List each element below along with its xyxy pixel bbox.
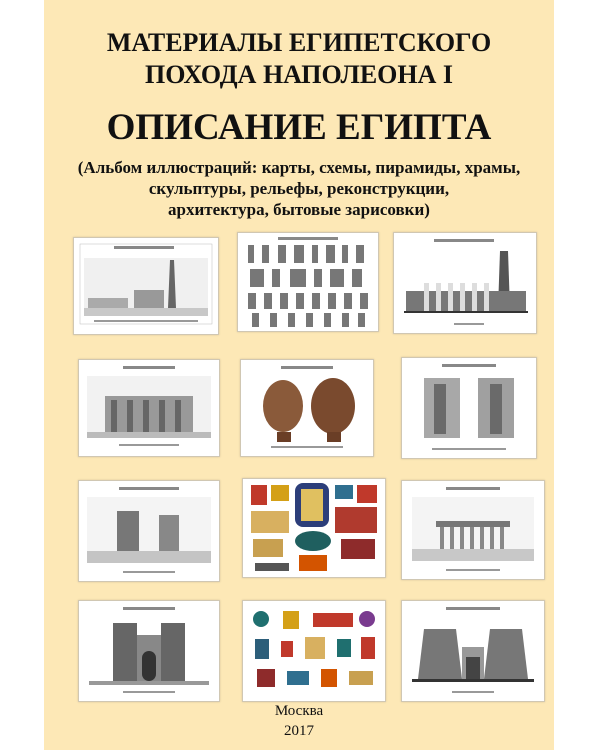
plate-obelisk-landscape — [73, 237, 219, 335]
plate-colored-artifacts — [242, 478, 386, 578]
plate-pylon-elevation — [401, 600, 545, 702]
plate-relief-figures — [401, 357, 537, 459]
plate-temple-reconstruction — [401, 480, 545, 580]
publisher-city: Москва — [274, 703, 324, 719]
title-line-2: ПОХОДА НАПОЛЕОНА I — [144, 60, 454, 89]
plate-colossi-memnon — [78, 480, 220, 582]
title-line-1: МАТЕРИАЛЫ ЕГИПЕТСКОГО — [106, 28, 492, 57]
plate-city-gate — [78, 600, 220, 702]
publication-year: 2017 — [284, 723, 314, 739]
plate-costume-figures — [237, 232, 379, 332]
subtitle-line-2: скульптуры, рельефы, реконструкции, — [148, 179, 450, 198]
plate-colored-vessels — [242, 600, 386, 702]
plate-temple-elevation — [393, 232, 537, 334]
main-title: ОПИСАНИЕ ЕГИПТА — [106, 107, 492, 148]
book-cover — [44, 0, 554, 750]
plate-temple-facade — [78, 359, 220, 457]
subtitle-line-3: архитектура, бытовые зарисовки) — [168, 200, 430, 219]
subtitle-line-1: (Альбом иллюстраций: карты, схемы, пирамиды, храмы, — [77, 158, 521, 177]
plate-mummy-heads — [240, 359, 374, 457]
